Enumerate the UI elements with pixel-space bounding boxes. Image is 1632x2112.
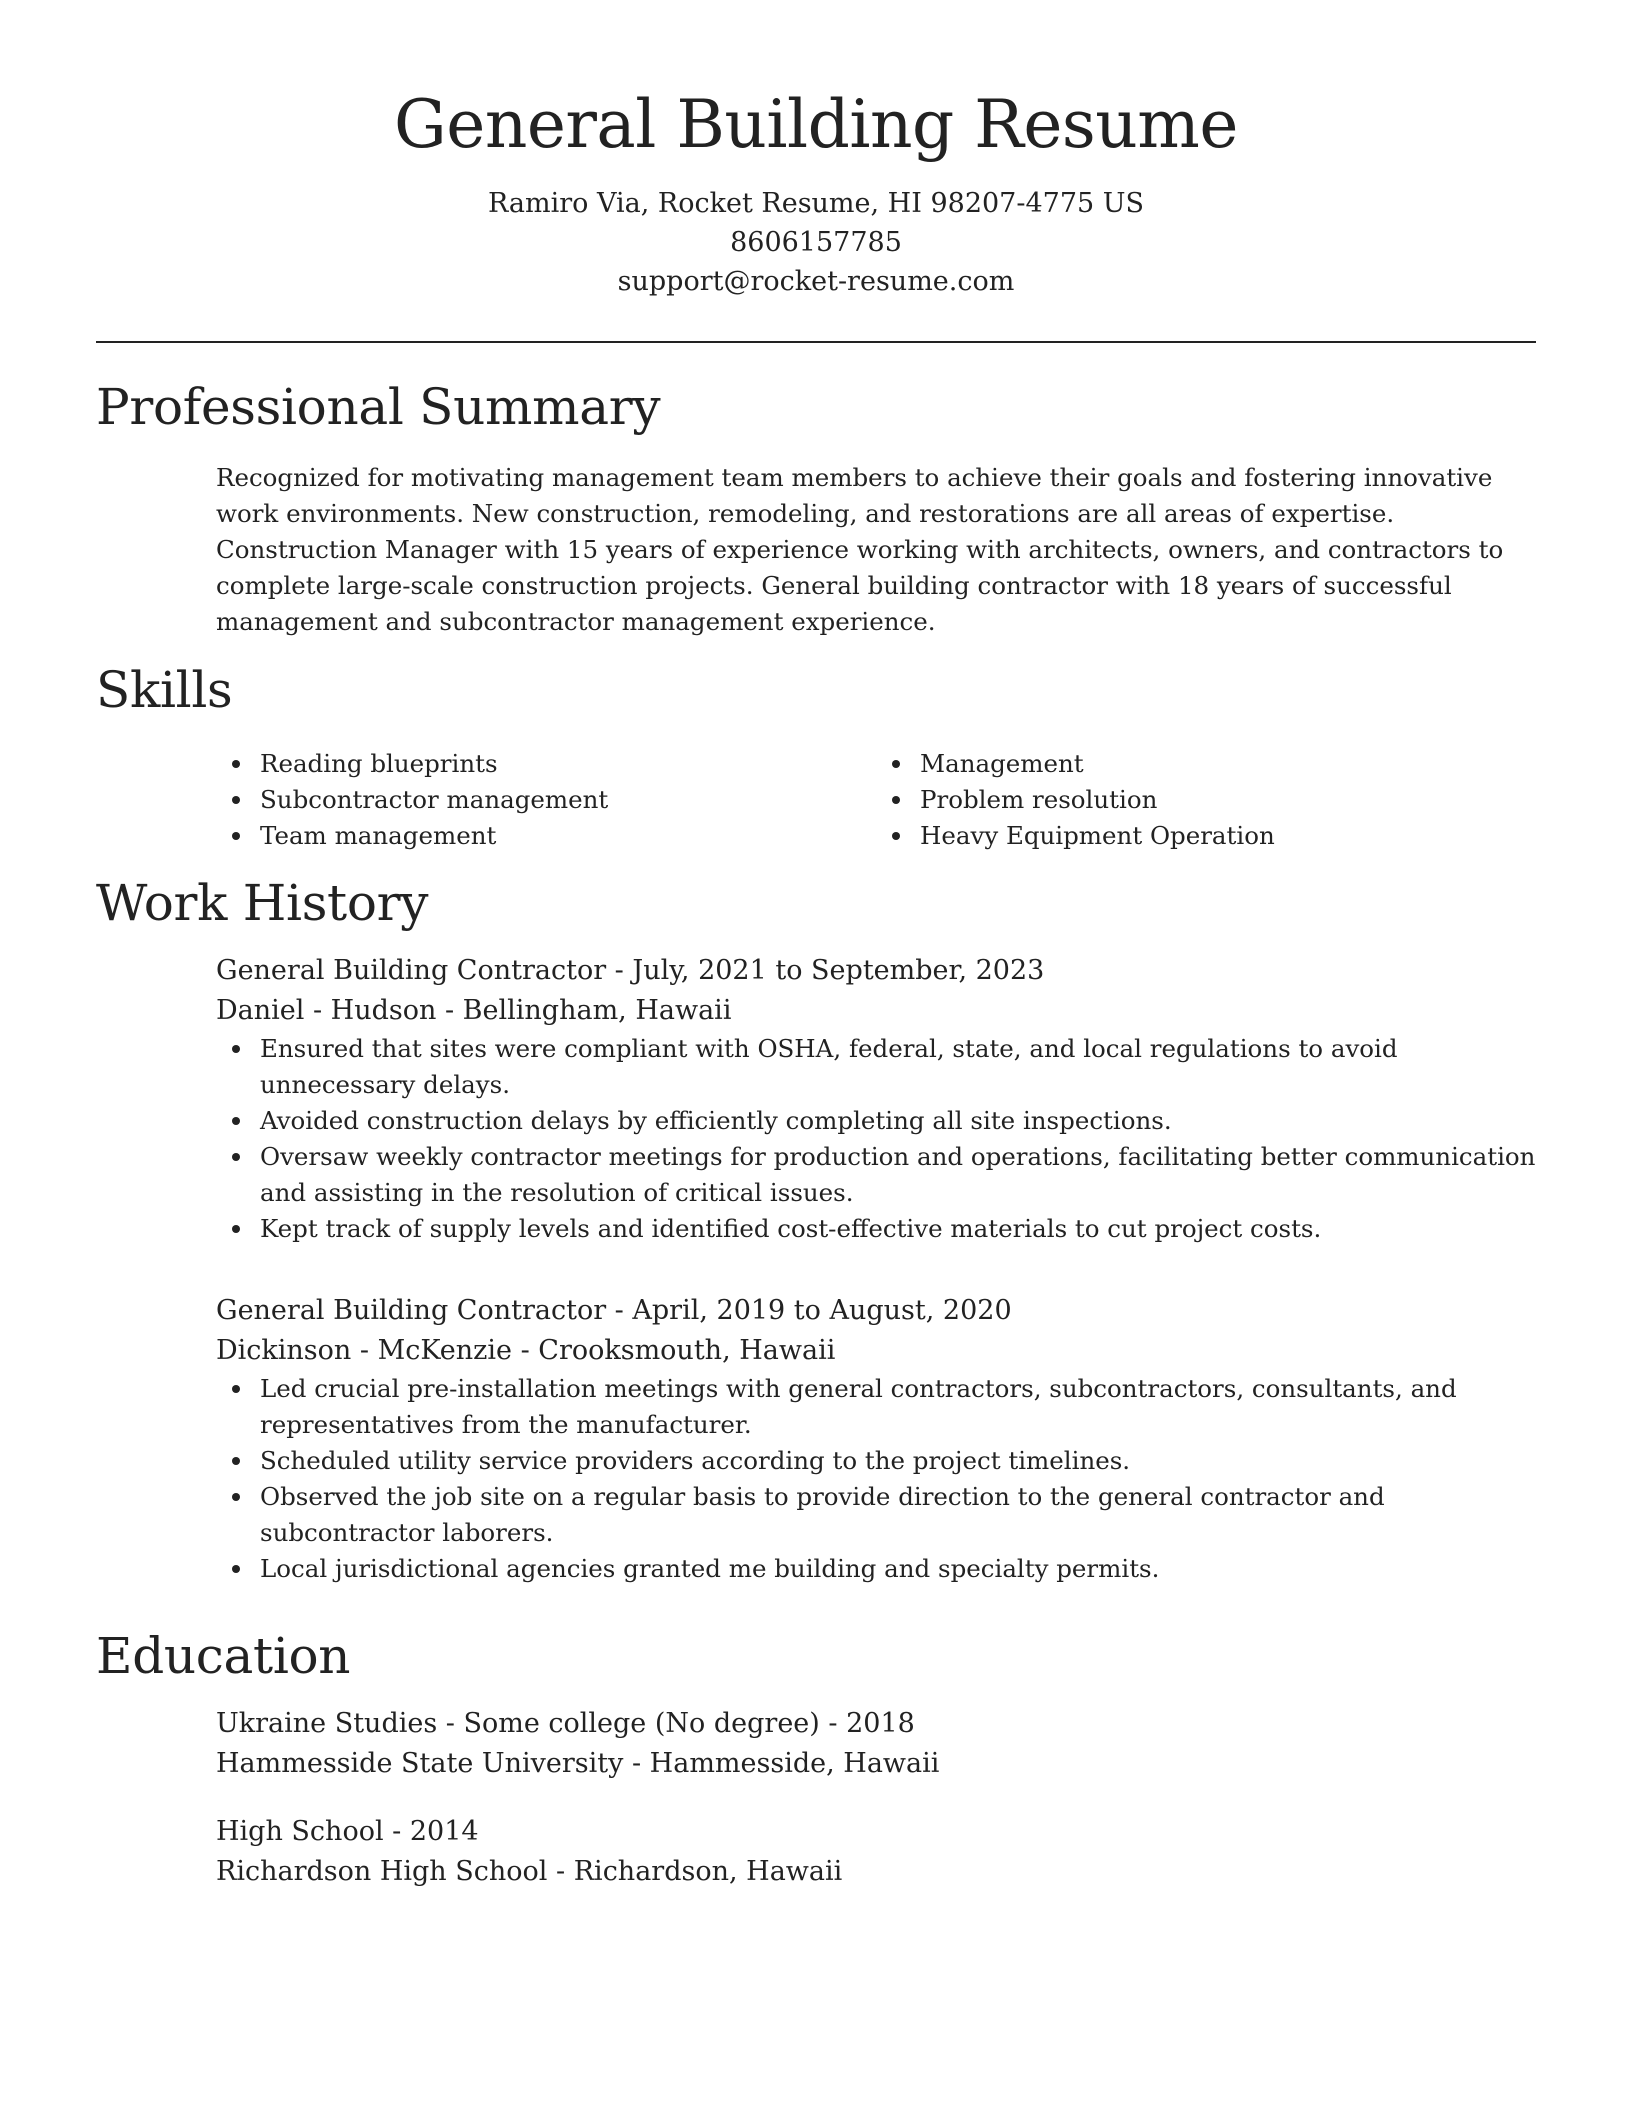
job-employer-line: Dickinson - McKenzie - Crooksmouth, Hawaii: [216, 1335, 836, 1366]
job-bullet: Ensured that sites were compliant with OSHA, federal, state, and local regulations to avoid unnecessary delays.: [260, 1031, 1536, 1103]
education-school-line: Richardson High School - Richardson, Hawaii: [216, 1856, 843, 1887]
job-bullets: [216, 1371, 1536, 1587]
skill-item: Management: [920, 746, 1536, 782]
job-bullet: Led crucial pre-installation meetings with general contractors, subcontractors, consultants, and representatives from the manufacturer.: [260, 1371, 1536, 1443]
job-bullet: Oversaw weekly contractor meetings for production and operations, facilitating better communication and assisting in the resolution of critical issues.: [260, 1139, 1536, 1211]
summary-heading: Professional Summary: [96, 378, 661, 436]
job-bullet: Kept track of supply levels and identified cost-effective materials to cut project costs.: [260, 1211, 1536, 1247]
education-entry: [216, 1704, 1536, 1784]
education-degree-line: Ukraine Studies - Some college (No degree) - 2018: [216, 1708, 915, 1739]
job-entry: [216, 1291, 1536, 1587]
education-entry: [216, 1812, 1536, 1892]
job-bullet: Scheduled utility service providers according to the project timelines.: [260, 1443, 1536, 1479]
skills-list: [216, 746, 1536, 854]
resume-header: [96, 80, 1536, 301]
contact-address: Ramiro Via, Rocket Resume, HI 98207-4775 US: [487, 188, 1145, 219]
contact-info: [96, 184, 1536, 301]
education-school-line: Hammesside State University - Hammesside, Hawaii: [216, 1748, 940, 1779]
job-title-line: General Building Contractor - July, 2021 to September, 2023: [216, 955, 1045, 986]
job-entry: [216, 951, 1536, 1247]
skills-column-left: [216, 746, 876, 854]
job-bullets: [216, 1031, 1536, 1247]
job-bullet: Local jurisdictional agencies granted me building and specialty permits.: [260, 1551, 1536, 1587]
skill-item: Subcontractor management: [260, 782, 876, 818]
contact-email[interactable]: support@rocket-resume.com: [617, 266, 1015, 297]
job-employer-line: Daniel - Hudson - Bellingham, Hawaii: [216, 995, 732, 1026]
education-heading: Education: [96, 1627, 351, 1685]
education-degree-line: High School - 2014: [216, 1816, 479, 1847]
work-history-heading: Work History: [96, 874, 429, 932]
skill-item: Team management: [260, 818, 876, 854]
skills-column-right: [876, 746, 1536, 854]
skills-heading: Skills: [96, 661, 233, 719]
resume-title: General Building Resume: [394, 86, 1238, 163]
job-bullet: Avoided construction delays by efficiently completing all site inspections.: [260, 1103, 1536, 1139]
skill-item: Heavy Equipment Operation: [920, 818, 1536, 854]
summary-text: Recognized for motivating management team members to achieve their goals and fostering innovative work environments. New construction, remodeling, and restorations are all areas of expertise. Construction Manager with 15 years of experience working with architects, owners, and contractors to complete large-scale construction projects. General building contractor with 18 years of successful management and subcontractor management experience.: [216, 463, 1504, 636]
job-title-line: General Building Contractor - April, 2019 to August, 2020: [216, 1295, 1012, 1326]
job-bullet: Observed the job site on a regular basis to provide direction to the general contractor and subcontractor laborers.: [260, 1479, 1536, 1551]
skill-item: Reading blueprints: [260, 746, 876, 782]
contact-phone: 8606157785: [730, 227, 902, 258]
header-divider: [96, 341, 1536, 343]
skill-item: Problem resolution: [920, 782, 1536, 818]
